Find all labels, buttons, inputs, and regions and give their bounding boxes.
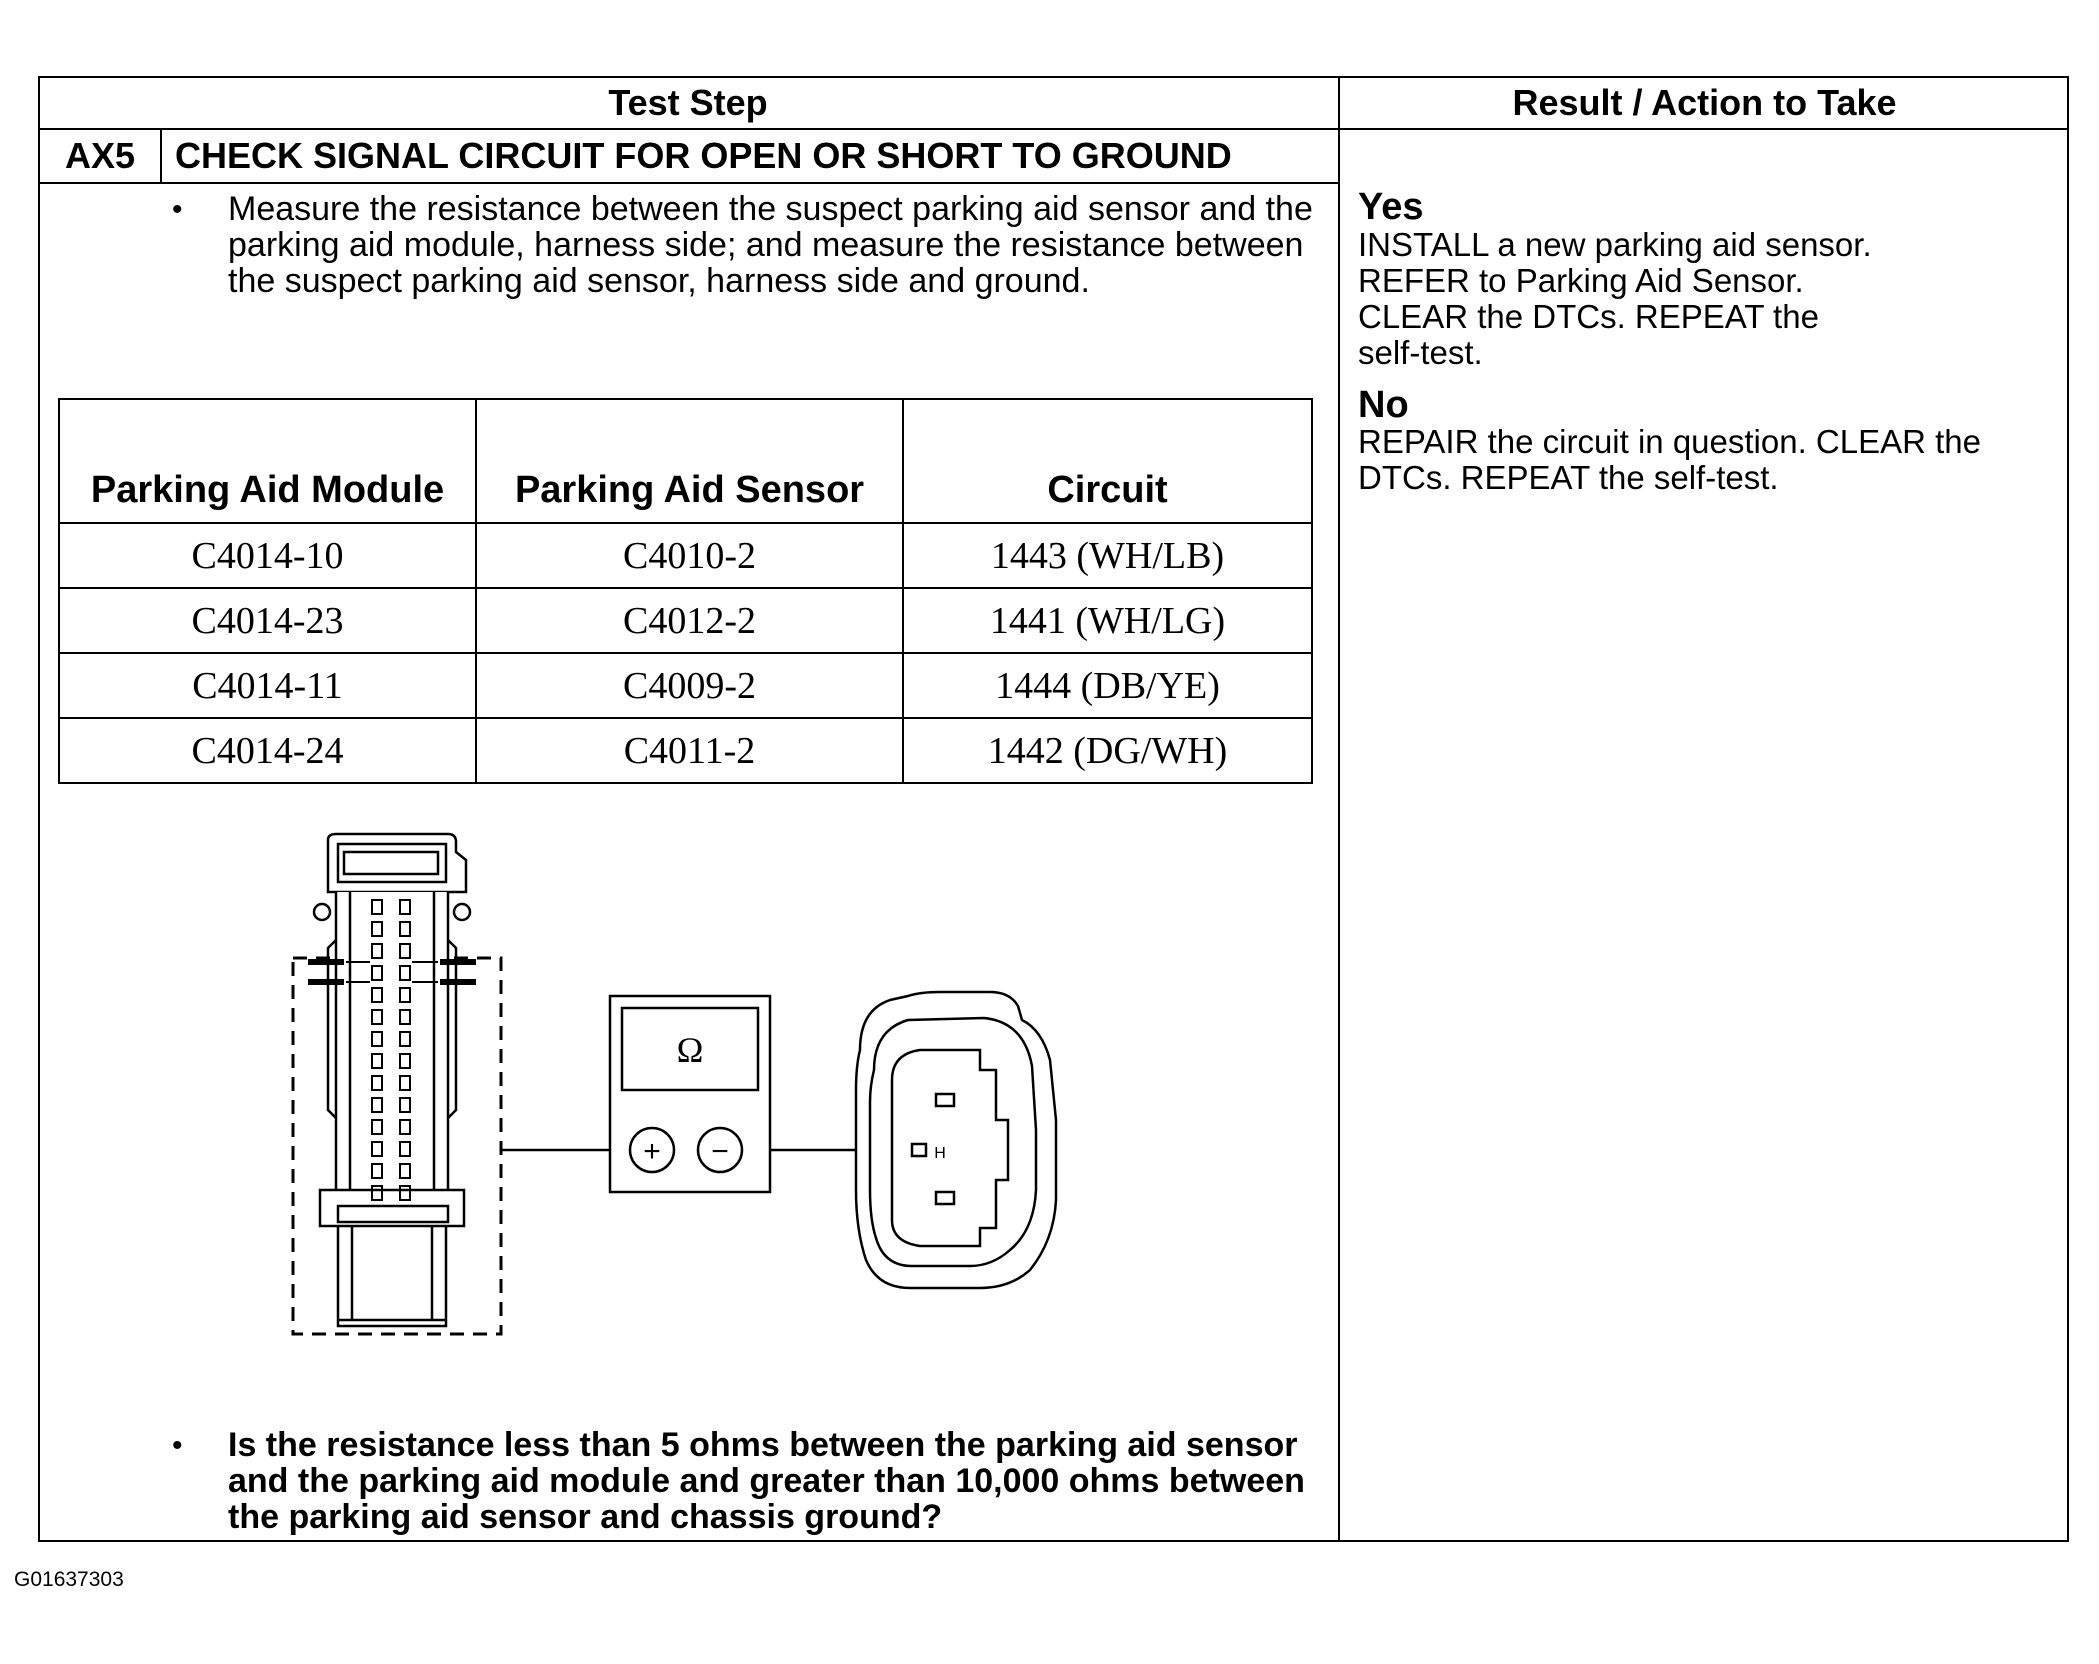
circuit-code: 1441 (WH/LG) xyxy=(903,588,1312,653)
module-pin: C4014-11 xyxy=(59,653,476,718)
circuit-table xyxy=(58,398,1313,784)
step-title: CHECK SIGNAL CIRCUIT FOR OPEN OR SHORT TO GROUND xyxy=(175,135,1232,176)
table-row xyxy=(59,653,1312,718)
bullet-icon: • xyxy=(172,1429,183,1462)
module-connector-icon xyxy=(293,834,501,1334)
sensor-connector-icon xyxy=(856,992,1056,1288)
ohmmeter-icon xyxy=(610,996,770,1192)
module-pin: C4014-23 xyxy=(59,588,476,653)
bullet-icon: • xyxy=(172,193,183,226)
step-id: AX5 xyxy=(64,135,136,176)
question-text: Is the resistance less than 5 ohms between the parking aid sensor and the parking aid module and greater than 10,000 ohms between the parking aid sensor and chassis ground? xyxy=(228,1426,1305,1536)
sensor-pin-label: H xyxy=(934,1145,946,1162)
circuit-code: 1444 (DB/YE) xyxy=(903,653,1312,718)
figure-id: G01637303 xyxy=(14,1568,124,1591)
table-row xyxy=(59,588,1312,653)
table-row xyxy=(59,523,1312,588)
connector-diagram xyxy=(280,830,1080,1350)
ohm-symbol: Ω xyxy=(676,1030,704,1070)
module-pin: C4014-10 xyxy=(59,523,476,588)
test-step-header: Test Step xyxy=(608,82,768,123)
column-header: Parking Aid Module xyxy=(59,399,476,523)
step-title-divider xyxy=(38,182,1338,184)
table-row xyxy=(59,718,1312,783)
no-label: No xyxy=(1358,384,1409,426)
table-header-row xyxy=(59,399,1312,523)
sensor-pin: C4009-2 xyxy=(476,653,903,718)
minus-terminal: − xyxy=(711,1135,729,1168)
sensor-pin: C4010-2 xyxy=(476,523,903,588)
yes-action-text: INSTALL a new parking aid sensor. REFER to Parking Aid Sensor. CLEAR the DTCs. REPEAT the self-test. xyxy=(1358,226,1872,371)
no-action-text: REPAIR the circuit in question. CLEAR the DTCs. REPEAT the self-test. xyxy=(1358,423,1982,496)
result-action-header: Result / Action to Take xyxy=(1512,82,1897,123)
module-pin: C4014-24 xyxy=(59,718,476,783)
sensor-pin: C4012-2 xyxy=(476,588,903,653)
column-divider xyxy=(1338,76,1340,1542)
circuit-code: 1442 (DG/WH) xyxy=(903,718,1312,783)
column-header: Parking Aid Sensor xyxy=(476,399,903,523)
sensor-pin: C4011-2 xyxy=(476,718,903,783)
circuit-code: 1443 (WH/LB) xyxy=(903,523,1312,588)
column-header: Circuit xyxy=(903,399,1312,523)
step-id-divider xyxy=(160,128,162,182)
plus-terminal: + xyxy=(643,1135,661,1168)
instruction-text: Measure the resistance between the suspect parking aid sensor and the parking aid module, harness side; and measure the resistance between the suspect parking aid sensor, harness side and ground. xyxy=(228,190,1313,300)
yes-label: Yes xyxy=(1358,186,1424,228)
